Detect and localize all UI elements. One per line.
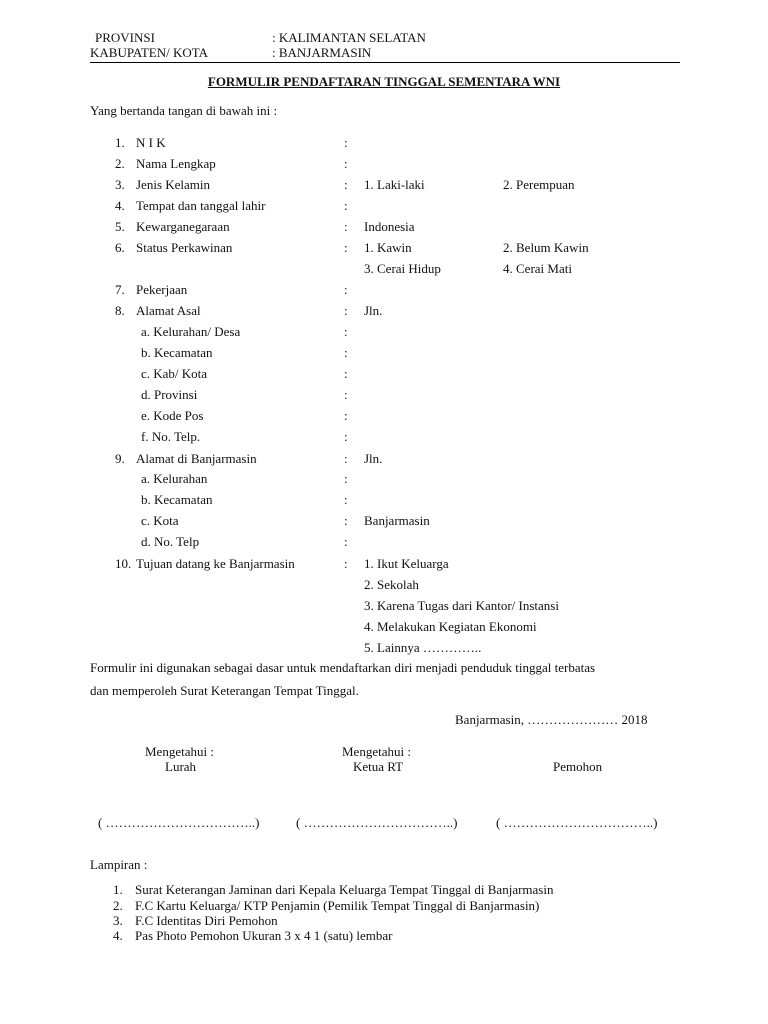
lurah-signature-blank: ( ……………………………..) <box>98 815 260 830</box>
field-number: 8. <box>115 303 125 318</box>
field-value-option: 4. Cerai Mati <box>503 261 572 276</box>
field-colon: : <box>344 429 348 444</box>
header-divider <box>90 62 680 63</box>
lurah-caption: Mengetahui : <box>145 744 214 759</box>
field-label: b. Kecamatan <box>141 492 213 507</box>
attachment-item: F.C Kartu Keluarga/ KTP Penjamin (Pemilik Tempat Tinggal di Banjarmasin) <box>135 898 540 913</box>
field-number: 9. <box>115 451 125 466</box>
field-number: 10. <box>115 556 132 571</box>
pemohon-title: Pemohon <box>553 759 603 774</box>
field-colon: : <box>344 240 348 255</box>
field-colon: : <box>344 387 348 402</box>
field-label: N I K <box>136 135 166 150</box>
field-label: Nama Lengkap <box>136 156 216 171</box>
field-label: c. Kota <box>141 513 179 528</box>
field-label: Kewarganegaraan <box>136 219 230 234</box>
field-colon: : <box>344 219 348 234</box>
field-label: b. Kecamatan <box>141 345 213 360</box>
field-value: 3. Cerai Hidup <box>364 261 441 276</box>
field-label: Tempat dan tanggal lahir <box>136 198 266 213</box>
field-label: a. Kelurahan/ Desa <box>141 324 241 339</box>
kota-value: : BANJARMASIN <box>272 45 372 60</box>
field-value-option: 2. Belum Kawin <box>503 240 589 255</box>
lurah-title: Lurah <box>165 759 197 774</box>
field-label: Alamat Asal <box>136 303 201 318</box>
field-colon: : <box>344 366 348 381</box>
field-value: Jln. <box>364 303 383 318</box>
rt-caption: Mengetahui : <box>342 744 411 759</box>
field-label: e. Kode Pos <box>141 408 204 423</box>
field-label: c. Kab/ Kota <box>141 366 208 381</box>
field-value-option: 2. Perempuan <box>503 177 575 192</box>
attachments-label: Lampiran : <box>90 857 148 872</box>
field-colon: : <box>344 408 348 423</box>
attachment-item: Pas Photo Pemohon Ukuran 3 x 4 1 (satu) lembar <box>135 928 393 943</box>
field-colon: : <box>344 345 348 360</box>
attachment-num: 1. <box>113 882 123 897</box>
purpose-text-line1: Formulir ini digunakan sebagai dasar untuk mendaftarkan diri menjadi penduduk tinggal terbatas <box>90 660 596 675</box>
field-colon: : <box>344 451 348 466</box>
field-label: Tujuan datang ke Banjarmasin <box>136 556 295 571</box>
field-colon: : <box>344 492 348 507</box>
field-value: 5. Lainnya ………….. <box>364 640 482 655</box>
field-number: 6. <box>115 240 125 255</box>
field-label: d. No. Telp <box>141 534 200 549</box>
field-colon: : <box>344 471 348 486</box>
attachment-item: F.C Identitas Diri Pemohon <box>135 913 278 928</box>
field-value: Jln. <box>364 451 383 466</box>
field-label: f. No. Telp. <box>141 429 201 444</box>
field-colon: : <box>344 282 348 297</box>
field-value: 2. Sekolah <box>364 577 419 592</box>
field-colon: : <box>344 513 348 528</box>
field-number: 4. <box>115 198 125 213</box>
field-number: 7. <box>115 282 125 297</box>
field-number: 3. <box>115 177 125 192</box>
attachment-num: 4. <box>113 928 123 943</box>
field-colon: : <box>344 135 348 150</box>
attachment-item: Surat Keterangan Jaminan dari Kepala Keluarga Tempat Tinggal di Banjarmasin <box>135 882 554 897</box>
field-colon: : <box>344 534 348 549</box>
field-number: 5. <box>115 219 125 234</box>
field-colon: : <box>344 177 348 192</box>
field-value: 4. Melakukan Kegiatan Ekonomi <box>364 619 537 634</box>
field-colon: : <box>344 324 348 339</box>
field-colon: : <box>344 303 348 318</box>
form-title: FORMULIR PENDAFTARAN TINGGAL SEMENTARA WNI <box>207 74 561 89</box>
purpose-text-line2: dan memperoleh Surat Keterangan Tempat Tinggal. <box>90 683 359 698</box>
field-number: 2. <box>115 156 125 171</box>
field-value: 3. Karena Tugas dari Kantor/ Instansi <box>364 598 559 613</box>
attachment-num: 2. <box>113 898 123 913</box>
provinsi-value: : KALIMANTAN SELATAN <box>272 30 426 45</box>
field-label: Alamat di Banjarmasin <box>136 451 257 466</box>
field-colon: : <box>344 556 348 571</box>
field-value: Banjarmasin <box>364 513 430 528</box>
field-value: 1. Kawin <box>364 240 412 255</box>
attachment-num: 3. <box>113 913 123 928</box>
field-colon: : <box>344 198 348 213</box>
kota-label: KABUPATEN/ KOTA <box>90 45 209 60</box>
field-label: Status Perkawinan <box>136 240 233 255</box>
field-number: 1. <box>115 135 125 150</box>
field-value: 1. Ikut Keluarga <box>364 556 449 571</box>
field-label: a. Kelurahan <box>141 471 208 486</box>
intro-text: Yang bertanda tangan di bawah ini : <box>90 103 278 118</box>
provinsi-label: PROVINSI <box>95 30 155 45</box>
field-value: Indonesia <box>364 219 415 234</box>
field-colon: : <box>344 156 348 171</box>
pemohon-signature-blank: ( ……………………………..) <box>496 815 658 830</box>
field-label: d. Provinsi <box>141 387 198 402</box>
rt-title: Ketua RT <box>353 759 404 774</box>
rt-signature-blank: ( ……………………………..) <box>296 815 458 830</box>
place-date: Banjarmasin, ………………… 2018 <box>455 712 648 727</box>
field-label: Jenis Kelamin <box>136 177 211 192</box>
field-label: Pekerjaan <box>136 282 188 297</box>
field-value: 1. Laki-laki <box>364 177 425 192</box>
